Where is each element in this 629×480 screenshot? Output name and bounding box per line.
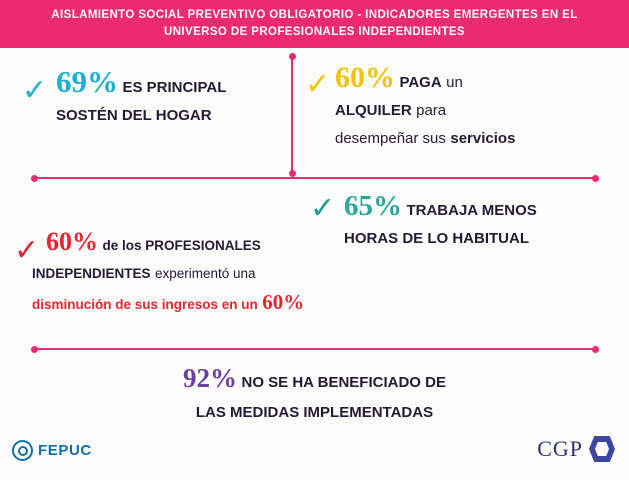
stat-60-ingresos — [14, 228, 304, 319]
stat-60-ingresos-line2-light: experimentó una — [154, 266, 256, 281]
stat-60-alquiler-line3-light: desempeñar sus — [335, 130, 446, 147]
horizontal-divider-top — [34, 177, 596, 179]
stat-65-line2: HORAS DE LO HABITUAL — [344, 230, 529, 247]
stat-60-alquiler-line2-strong: ALQUILER — [335, 102, 412, 119]
stat-60-ingresos-line3-value: 60% — [262, 290, 305, 314]
stat-60-alquiler-line2-light: para — [416, 102, 447, 119]
stat-92-percent — [0, 363, 629, 428]
stat-60-ingresos-line3: disminución de sus ingresos en un — [32, 297, 258, 312]
cgp-hexagon-icon — [589, 436, 615, 462]
cgp-logo — [537, 436, 615, 462]
poster-header — [0, 0, 629, 48]
stat-92-value: 92% — [183, 363, 238, 393]
stat-65-line1: TRABAJA MENOS — [406, 202, 537, 219]
stat-69-line2: SOSTÉN DEL HOGAR — [56, 107, 212, 124]
check-icon: ✓ — [14, 233, 40, 268]
stat-65-value: 65% — [344, 190, 402, 222]
horizontal-divider-bottom — [34, 348, 596, 350]
stat-60-alquiler-line1-light: un — [446, 74, 463, 91]
stat-69-percent — [22, 64, 292, 130]
stat-60-ingresos-value: 60% — [46, 227, 98, 256]
fepuc-logo — [12, 440, 92, 461]
stat-60-alquiler-line1-strong: PAGA — [399, 74, 442, 91]
check-icon: ✓ — [305, 67, 331, 102]
check-icon: ✓ — [22, 73, 48, 108]
stat-60-alquiler — [305, 61, 621, 153]
stat-60-ingresos-line2-strong: INDEPENDIENTES — [32, 266, 151, 281]
stat-60-alquiler-value: 60% — [335, 61, 395, 94]
header-line-2: UNIVERSO DE PROFESIONALES INDEPENDIENTES — [164, 26, 465, 38]
poster-footer — [0, 426, 629, 480]
stat-69-line1: ES PRINCIPAL — [122, 79, 227, 96]
fepuc-emblem-icon — [12, 440, 33, 461]
stat-92-line2: LAS MEDIDAS IMPLEMENTADAS — [195, 404, 434, 421]
fepuc-label: FEPUC — [38, 442, 92, 459]
header-line-1: AISLAMIENTO SOCIAL PREVENTIVO OBLIGATORIO - INDICADORES EMERGENTES EN EL — [51, 9, 578, 21]
check-icon: ✓ — [310, 191, 336, 226]
stat-65-percent — [300, 192, 622, 253]
cgp-label: CGP — [537, 436, 583, 461]
stat-92-line1: NO SE HA BENEFICIADO DE — [241, 374, 446, 391]
stat-60-alquiler-line3-strong: servicios — [450, 130, 516, 147]
stat-69-value: 69% — [56, 64, 118, 99]
stat-60-ingresos-line1: de los PROFESIONALES — [102, 238, 261, 253]
